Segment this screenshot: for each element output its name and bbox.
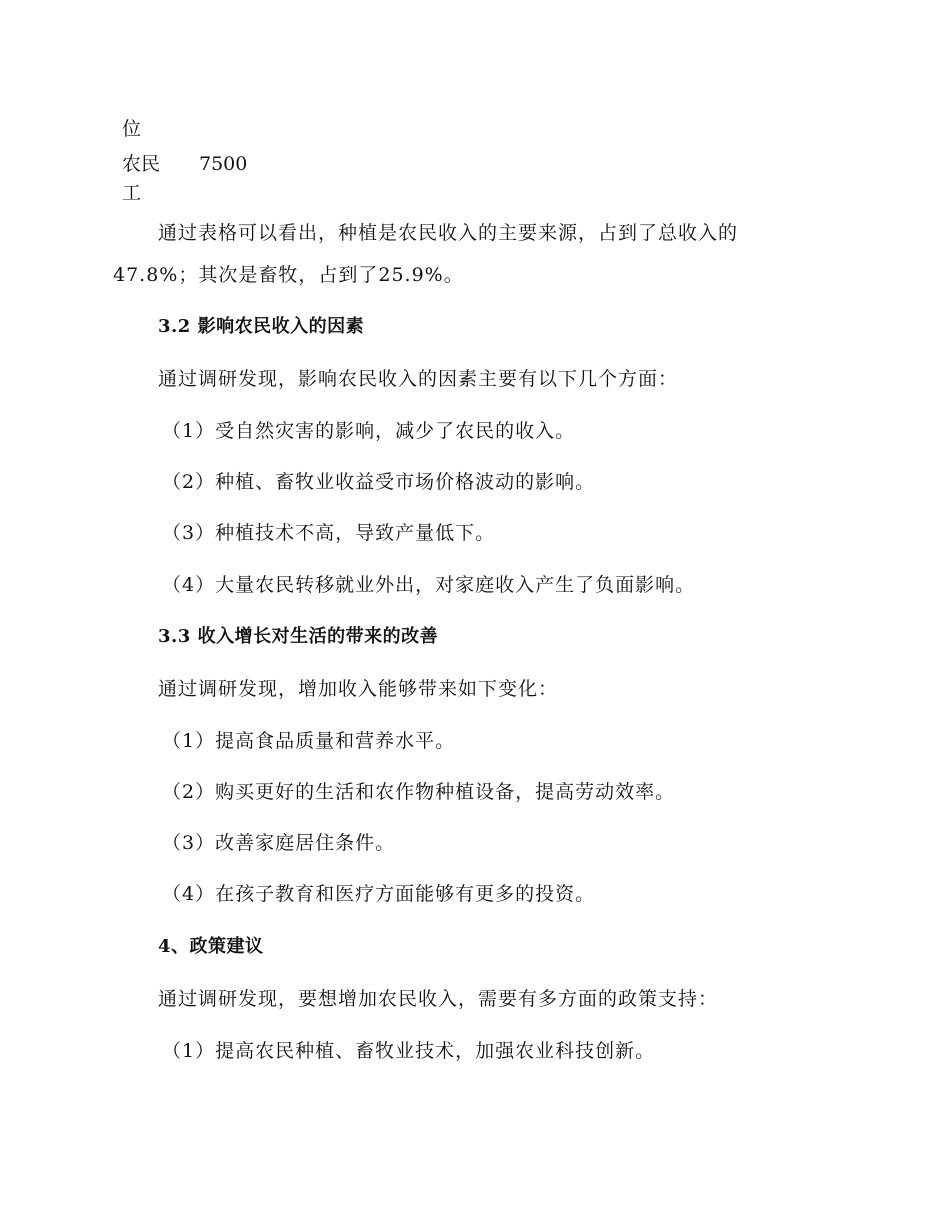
- table-row-label: 农民: [122, 153, 161, 175]
- list-item: （1）受自然灾害的影响，减少了农民的收入。: [162, 420, 576, 442]
- section-intro-3-2: 通过调研发现，影响农民收入的因素主要有以下几个方面：: [158, 368, 679, 390]
- list-item: （3）改善家庭居住条件。: [162, 832, 396, 854]
- list-item: （1）提高农民种植、畜牧业技术，加强农业科技创新。: [162, 1040, 656, 1062]
- table-row-label-continued: 工: [122, 182, 142, 204]
- section-intro-4: 通过调研发现，要想增加农民收入，需要有多方面的政策支持：: [158, 988, 719, 1010]
- list-item: （2）购买更好的生活和农作物种植设备，提高劳动效率。: [162, 781, 676, 803]
- list-item: （1）提高食品质量和营养水平。: [162, 730, 456, 752]
- summary-paragraph-line2: 47.8%；其次是畜牧，占到了25.9%。: [113, 264, 464, 286]
- section-heading-4: 4、政策建议: [158, 936, 264, 957]
- list-item: （2）种植、畜牧业收益受市场价格波动的影响。: [162, 471, 596, 493]
- list-item: （3）种植技术不高，导致产量低下。: [162, 522, 496, 544]
- list-item: （4）在孩子教育和医疗方面能够有更多的投资。: [162, 883, 596, 905]
- section-heading-3-2: 3.2 影响农民收入的因素: [158, 316, 365, 337]
- table-row-value: 7500: [199, 153, 248, 175]
- table-row-label-tail: 位: [122, 118, 142, 140]
- section-intro-3-3: 通过调研发现，增加收入能够带来如下变化：: [158, 678, 559, 700]
- summary-paragraph-line1: 通过表格可以看出，种植是农民收入的主要来源，占到了总收入的: [158, 222, 739, 244]
- list-item: （4）大量农民转移就业外出，对家庭收入产生了负面影响。: [162, 574, 696, 596]
- section-heading-3-3: 3.3 收入增长对生活的带来的改善: [158, 626, 439, 647]
